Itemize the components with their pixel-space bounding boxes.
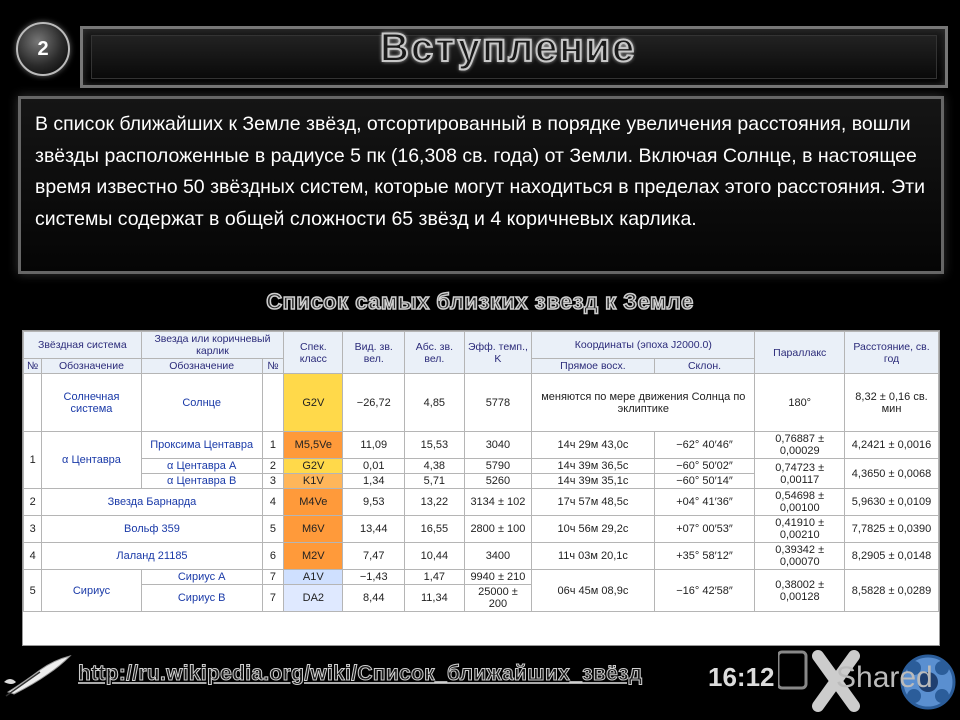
star-link[interactable]: Солнце <box>141 374 262 432</box>
system-link[interactable]: Сириус <box>42 570 141 612</box>
th-coords: Координаты (эпоха J2000.0) <box>532 332 755 359</box>
table-row: 4 Лаланд 21185 6 M2V 7,47 10,44 3400 11ч 03м 20,1с +35° 58′12″ 0,39342 ± 0,00070 8,2905 ± 0,0148 <box>24 543 939 570</box>
table-row: 3 Вольф 359 5 M6V 13,44 16,55 2800 ± 100 10ч 56м 29,2с +07° 00′53″ 0,41910 ± 0,00210 7,7825 ± 0,0390 <box>24 516 939 543</box>
star-link[interactable]: α Центавра B <box>141 474 262 489</box>
star-link[interactable]: Сириус A <box>141 570 262 585</box>
th-distance: Расстояние, св. год <box>845 332 939 374</box>
table-row: 1 α Центавра Проксима Центавра 1 M5,5Ve 11,09 15,53 3040 14ч 29м 43,0с −62° 40′46″ 0,76887 ± 0,00029 4,2421 ± 0,0016 <box>24 432 939 459</box>
time-display: 16:12 <box>708 662 775 692</box>
system-link[interactable]: Лаланд 21185 <box>42 543 262 570</box>
stars-table <box>22 330 940 646</box>
th-dec: Склон. <box>654 359 755 374</box>
system-link[interactable]: Звезда Барнарда <box>42 489 262 516</box>
th-star-name: Обозначение <box>141 359 262 374</box>
intro-box <box>18 96 944 274</box>
th-parallax: Параллакс <box>755 332 845 374</box>
table-row: Сириус B 7 DA2 8,44 11,34 25000 ± 200 <box>24 585 939 612</box>
system-link[interactable]: Солнечная система <box>42 374 141 432</box>
slide-title: Вступление <box>380 26 637 70</box>
feather-quill-icon <box>4 652 74 698</box>
th-sys-name: Обозначение <box>42 359 141 374</box>
th-no: № <box>24 359 42 374</box>
th-no2: № <box>262 359 284 374</box>
th-temp: Эфф. темп., K <box>464 332 532 374</box>
table-subtitle: Список самых близких звезд к Земле <box>266 289 694 314</box>
th-spec: Спек. класс <box>284 332 343 374</box>
star-link[interactable]: α Центавра A <box>141 459 262 474</box>
table-row: α Центавра B 3 K1V 1,34 5,71 5260 14ч 39м 35,1с −60° 50′14″ <box>24 474 939 489</box>
table-row: 2 Звезда Барнарда 4 M4Ve 9,53 13,22 3134 ± 102 17ч 57м 48,5с +04° 41′36″ 0,54698 ± 0,00100 5,9630 ± 0,0109 <box>24 489 939 516</box>
intro-text: В список ближайших к Земле звёзд, отсортированный в порядке увеличения расстояния, вошли звёзды расположенные в радиусе 5 пк (16,308 св. года) от Земли. Включая Солнце, в настоящее время известно 50 звёздных систем, которые могут находиться в пределах этого расстояния. Эти системы содержат в общей сложности 65 звёзд и 4 коричневых карлика. <box>35 113 926 230</box>
table-row: Солнечная система Солнце G2V −26,72 4,85 5778 меняются по мере движения Солнца по эклиптике 180° 8,32 ± 0,16 св. мин <box>24 374 939 432</box>
star-link[interactable]: Проксима Центавра <box>141 432 262 459</box>
table-row: 5 Сириус Сириус A 7 A1V −1,43 1,47 9940 ± 210 06ч 45м 08,9с −16° 42′58″ 0,38002 ± 0,00128 8,5828 ± 0,0289 <box>24 570 939 585</box>
th-ra: Прямое восх. <box>532 359 654 374</box>
slide-number-badge <box>16 22 70 76</box>
th-system: Звёздная система <box>24 332 142 359</box>
th-vis: Вид. зв. вел. <box>343 332 405 374</box>
table-row: α Центавра A 2 G2V 0,01 4,38 5790 14ч 39м 36,5с −60° 50′02″ 0,74723 ± 0,00117 4,3650 ± 0,0068 <box>24 459 939 474</box>
system-link[interactable]: α Центавра <box>42 432 141 489</box>
th-abs: Абс. зв. вел. <box>405 332 465 374</box>
slide-number: 2 <box>37 37 49 60</box>
th-star: Звезда или коричневый карлик <box>141 332 284 359</box>
wikipedia-link[interactable]: http://ru.wikipedia.org/wiki/Список_ближайших_звёзд <box>78 662 643 685</box>
myshared-logo-text: Shared <box>836 661 933 694</box>
system-link[interactable]: Вольф 359 <box>42 516 262 543</box>
star-link[interactable]: Сириус B <box>141 585 262 612</box>
